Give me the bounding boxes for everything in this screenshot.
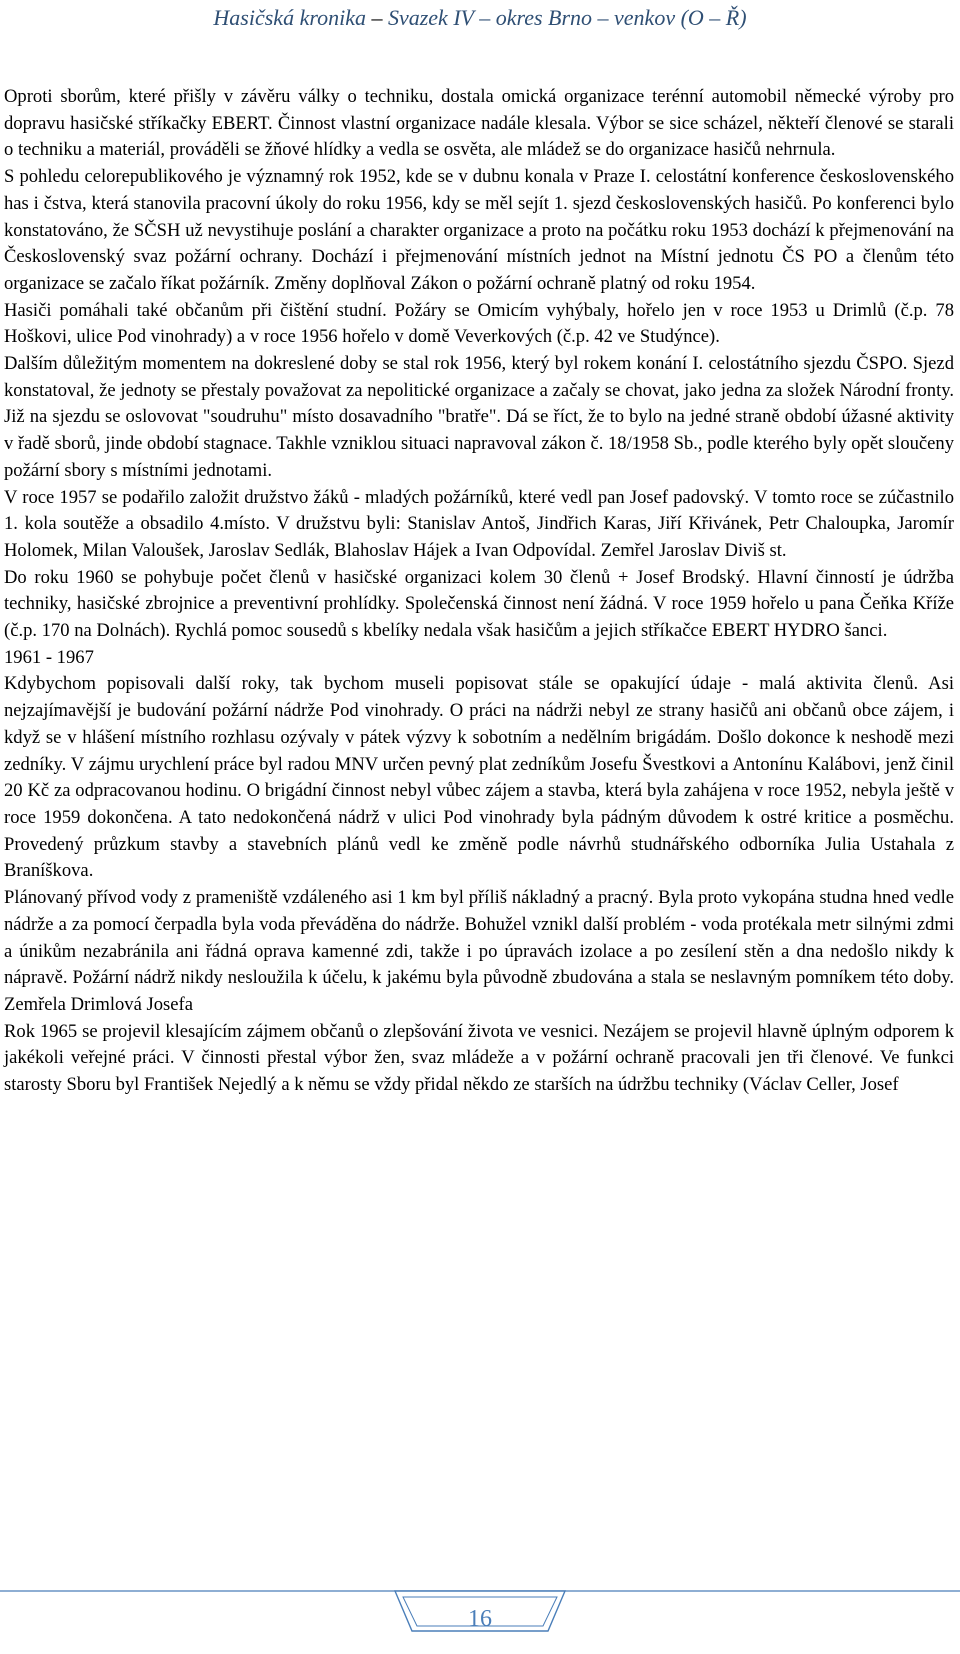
paragraph: S pohledu celorepublikového je významný rok 1952, kde se v dubnu konala v Praze I. celostátní konference československého has i čstva, která stanovila pracovní úkoly do roku 1956, kdy se měl sejít 1. sjezd československých hasičů. Po konferenci bylo konstatováno, že SČSH už nevystihuje poslání a charakter organizace a proto na počátku roku 1953 dochází k přejmenování na Československý svaz požární ochrany. Dochází i přejmenování místních jednot na Místní jednotu ČS PO a členům této organizace se začalo říkat požárník. Změny doplňoval Zákon o požární ochraně platný od roku 1954. <box>4 166 954 294</box>
header-title-series: Hasičská kronika <box>213 5 366 30</box>
page-footer <box>0 1575 960 1647</box>
paragraph: Dalším důležitým momentem na dokreslené doby se stal rok 1956, který byl rokem konání I. celostátního sjezdu ČSPO. Sjezd konstatoval, že jednoty se přestaly považovat za nepolitické organizace a začaly se chovat, jako jedna za složek Národní fronty. Již na sjezdu se oslovovat "soudruhu" místo dosavadního "bratře". Dá se říct, že to bylo na jedné straně období úžasné aktivity v řadě sborů, jinde období stagnace. Takhle vzniklou situaci napravoval zákon č. 18/1958 Sb., podle kterého byly opět sloučeny požární sbory s místními jednotami. <box>4 353 955 481</box>
header-separator: – <box>365 5 388 30</box>
paragraph: V roce 1957 se podařilo založit družstvo žáků - mladých požárníků, které vedl pan Josef padovský. V tomto roce se zúčastnilo 1. kola soutěže a obsadilo 4.místo. V družstvu byli: Stanislav Antoš, Jindřich Karas, Jiří Křivánek, Petr Chaloupka, Jaromír Holomek, Milan Valoušek, Jaroslav Sedlák, Blahoslav Hájek a Ivan Odpovídal. Zemřel Jaroslav Diviš st. <box>4 486 954 561</box>
running-header <box>0 4 960 32</box>
paragraph: Plánovaný přívod vody z prameniště vzdáleného asi 1 km byl příliš nákladný a pracný. Byla proto vykopána studna hned vedle nádrže a za pomocí čerpadla byla voda převáděna do nádrže. Bohužel vznikl další problém - voda protékala metr silnými zdmi a únikům nezabránila ani řádná oprava kamenné zdi, takže i po úpravách izolace a po zesílení stěn a dna nedošlo nikdy k nápravě. Požární nádrž nikdy nesloužila k účelu, k jakému byla původně zbudována a stala se neslavným pomníkem této doby. Zemřela Drimlová Josefa <box>4 887 954 1015</box>
section-year-heading: 1961 - 1967 <box>4 646 94 668</box>
paragraph: Hasiči pomáhali také občanům při čištění studní. Požáry se Omicím vyhýbaly, hořelo jen v roce 1953 u Drimlů (č.p. 78 Hoškovi, ulice Pod vinohrady) a v roce 1956 hořelo v domě Veverkových (č.p. 42 ve Studýnce). <box>4 299 954 348</box>
paragraph: Kdybychom popisovali další roky, tak bychom museli popisovat stále se opakující údaje - malá aktivita členů. Asi nejzajímavější je budování požární nádrže Pod vinohrady. O práci na nádrži nebyl ze strany hasičů ani občanů obce zájem, i když se v hlášení místního rozhlasu ozývaly v pátek výzvy k sobotním a nedělním brigádám. Došlo dokonce k neshodě mezi zedníky. V zájmu urychlení práce byl radou MNV určen pevný plat zedníkům Josefu Švestkovi a Antonínu Kalábovi, jenž činil 20 Kč za odpracovanou hodinu. O brigádní činnost nebyl vůbec zájem a stavba, která byla zahájena v roce 1952, nebyla ještě v roce 1959 dokončena. A tato nedokončená nádrž v ulici Pod vinohrady byla pádným důvodem k ostré kritice a posměchu. Provedený průzkum stavby a stavebních plánů vedl ke změně podle návrhů studnářského odborníka Julia Ustahala z Braníškova. <box>4 673 954 882</box>
page-number: 16 <box>468 1606 492 1632</box>
paragraph: Rok 1965 se projevil klesajícím zájmem občanů o zlepšování života ve vesnici. Nezájem se projevil hlavně úplným odporem k jakékoli veřejné práci. V činnosti přestal výbor žen, svaz mládeže a v požární ochraně pracovali jen tři členové. Ve funkci starosty Sboru byl František Nejedlý a k němu se vždy přidal někdo ze starších na údržbu techniky (Václav Celler, Josef <box>4 1020 954 1096</box>
document-body <box>4 84 954 1099</box>
paragraph: Oproti sborům, které přišly v závěru války o techniku, dostala omická organizace terénní automobil německé výroby pro dopravu hasičské stříkačky EBERT. Činnost vlastní organizace nadále klesala. Výbor se sice scházel, někteří členové se starali o techniku a materiál, prováděli se žňové hlídky a vedla se osvěta, ale mládež se do organizace hasičů nehrnula. <box>4 86 954 161</box>
paragraph: Do roku 1960 se pohybuje počet členů v hasičské organizaci kolem 30 členů + Josef Brodský. Hlavní činností je údržba techniky, hasičské zbrojnice a preventivní prohlídky. Společenská činnost není žádná. V roce 1959 hořelo u pana Čeňka Kříže (č.p. 170 na Dolnách). Rychlá pomoc sousedů s kbelíky nedala však hasičům a jejich stříkačce EBERT HYDRO šanci. <box>4 566 954 642</box>
header-title-volume: Svazek IV – okres Brno – venkov (O – Ř) <box>387 5 747 30</box>
